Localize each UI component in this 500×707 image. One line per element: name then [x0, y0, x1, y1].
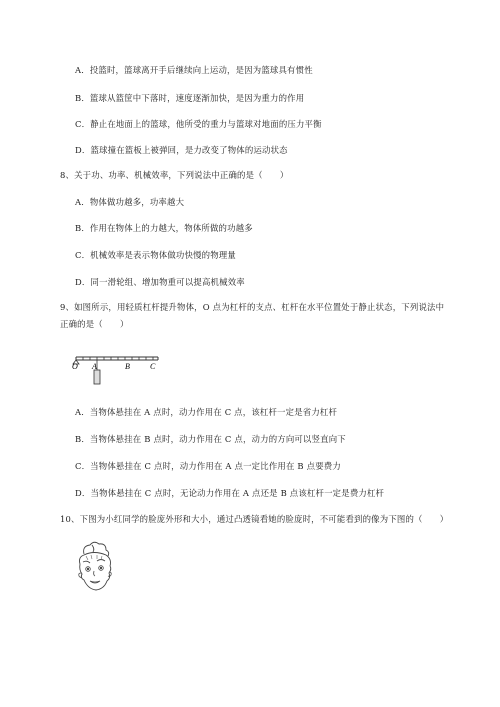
- label-a: A: [92, 362, 97, 371]
- q8-option-a: A．物体做功越多，功率越大: [75, 197, 185, 207]
- q9-stem-line2: 正确的是（ ）: [60, 319, 129, 329]
- q9-option-a: A．当物体悬挂在 A 点时，动力作用在 C 点，该杠杆一定是省力杠杆: [75, 407, 338, 417]
- q10-stem: 10、下图为小红同学的脸庞外形和大小，通过凸透镜看她的脸庞时，不可能看到的像为下图的（ ）: [60, 514, 449, 524]
- q8-option-c: C．机械效率是表示物体做功快慢的物理量: [75, 250, 236, 260]
- q9-option-b: B．当物体悬挂在 B 点时，动力作用在 C 点，动力的方向可以竖直向下: [75, 434, 346, 444]
- q9-option-c: C．当物体悬挂在 C 点时，动力作用在 A 点一定比作用在 B 点要费力: [75, 461, 341, 471]
- lever-diagram: [70, 348, 170, 388]
- q9-option-d: D．当物体悬挂在 C 点时，无论动力作用在 A 点还是 B 点该杠杆一定是费力杠杆: [75, 488, 385, 498]
- face-figure: [70, 540, 120, 600]
- label-o: O: [72, 362, 78, 371]
- q8-option-b: B．作用在物体上的力越大，物体所做的功越多: [75, 223, 253, 233]
- q9-stem-line1: 9、如图所示，用轻质杠杆提升物体，O 点为杠杆的支点、杠杆在水平位置处于静止状态，下列说法中: [60, 302, 445, 312]
- q7-option-b: B．篮球从篮筐中下落时，速度逐渐加快，是因为重力的作用: [75, 93, 305, 103]
- q7-option-a: A．投篮时，篮球离开手后继续向上运动，是因为篮球具有惯性: [75, 65, 313, 75]
- label-c: C: [150, 362, 156, 371]
- q7-option-c: C．静止在地面上的篮球，他所受的重力与篮球对地面的压力平衡: [75, 119, 322, 129]
- hanging-weight: [94, 370, 100, 384]
- q8-stem: 8、关于功、功率、机械效率，下列说法中正确的是（ ）: [60, 170, 289, 180]
- label-b: B: [125, 362, 130, 371]
- face-drawing: [70, 540, 120, 600]
- q7-option-d: D．篮球撞在篮板上被弹回，是力改变了物体的运动状态: [75, 145, 288, 155]
- lever-figure: [70, 348, 170, 388]
- q8-option-d: D．同一滑轮组、增加物重可以提高机械效率: [75, 277, 245, 287]
- face-features: [79, 566, 112, 583]
